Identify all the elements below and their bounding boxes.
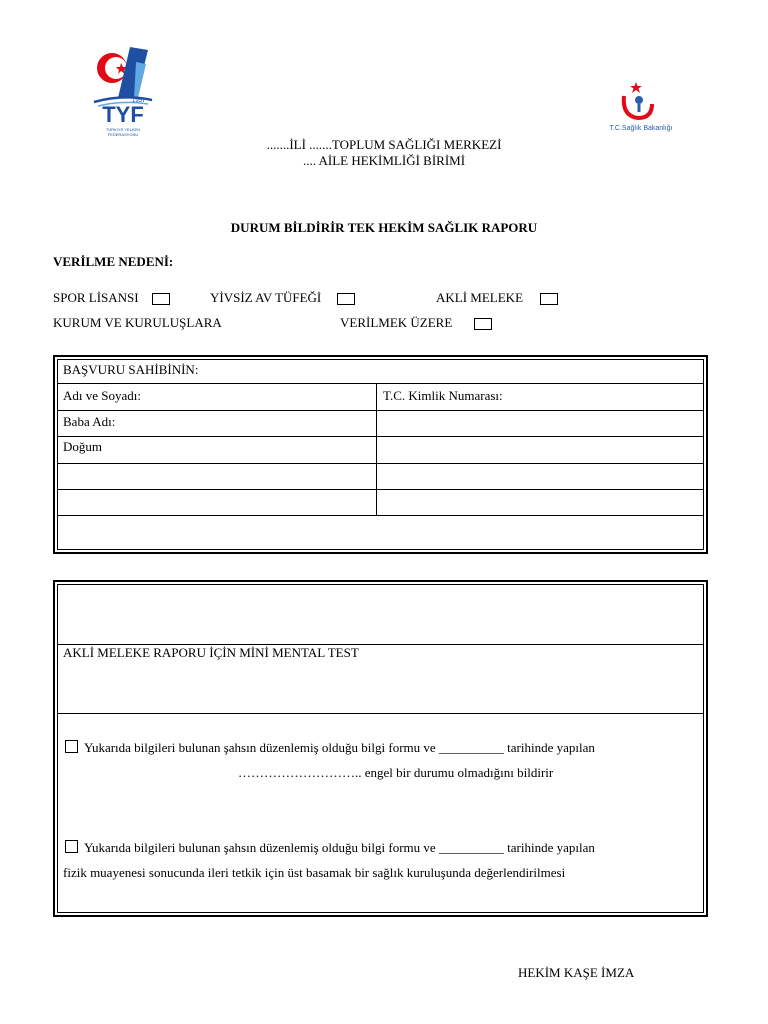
- reason-label: VERİLME NEDENİ:: [53, 254, 174, 269]
- applicant-table: [53, 355, 708, 554]
- statement-2: [65, 840, 595, 856]
- ministry-name: T.C.Sağlık Bakanlığı: [609, 125, 673, 132]
- statement-2-line-b: fizik muayenesi sonucunda ileri tetkik için üst basamak bir sağlık kuruluşunda değerlendirilmesi: [63, 865, 566, 880]
- option-akli: [436, 290, 558, 306]
- header-line-2: .... AİLE HEKİMLİĞİ BİRİMİ: [302, 153, 466, 168]
- option-spor: [53, 290, 170, 306]
- tyf-subtext-2: FEDERASYONU: [107, 132, 139, 137]
- name-label: Adı ve Soyadı:: [63, 388, 141, 403]
- option-yivsiz-label: YİVSİZ AV TÜFEĞİ: [210, 290, 322, 305]
- applicant-heading: BAŞVURU SAHİBİNİN:: [63, 362, 199, 377]
- father-label: Baba Adı:: [63, 414, 116, 429]
- mental-test-label: AKLİ MELEKE RAPORU İÇİN MİNİ MENTAL TEST: [63, 645, 359, 660]
- statement-1-line-b: ……………………….. engel bir durumu olmadığını bildirir: [238, 765, 554, 780]
- option-verilmek-label: VERİLMEK ÜZERE: [340, 315, 453, 330]
- statement-1-line-a: Yukarıda bilgileri bulunan şahsın düzenlemiş olduğu bilgi formu ve __________ tarihinde yapılan: [84, 740, 595, 755]
- birth-field[interactable]: [155, 438, 370, 460]
- tyf-year: 1957: [132, 98, 146, 104]
- checkbox-akli[interactable]: [540, 293, 558, 305]
- birth-label: Doğum: [63, 439, 102, 454]
- tc-label: T.C. Kimlik Numarası:: [383, 388, 503, 403]
- option-verilmek: [340, 315, 492, 331]
- tyf-wordmark: TYF: [102, 102, 144, 127]
- option-akli-label: AKLİ MELEKE: [436, 290, 524, 305]
- ministry-logo: [606, 80, 676, 136]
- checkbox-verilmek[interactable]: [474, 318, 492, 330]
- page-title: DURUM BİLDİRİR TEK HEKİM SAĞLIK RAPORU: [230, 220, 538, 235]
- father-field[interactable]: [155, 412, 370, 434]
- name-field[interactable]: [215, 385, 370, 407]
- statement-2-checkbox[interactable]: [65, 840, 78, 853]
- option-kurum-label: KURUM VE KURULUŞLARA: [53, 315, 222, 330]
- assessment-table: [53, 580, 708, 917]
- tyf-subtext-1: TÜRKİYE YELKEN: [105, 127, 141, 132]
- tc-field[interactable]: [555, 385, 703, 407]
- checkbox-yivsiz[interactable]: [337, 293, 355, 305]
- statement-1: [65, 740, 595, 756]
- ministry-emblem-icon: [606, 80, 676, 122]
- tyf-logo: [88, 42, 158, 138]
- signature-label: HEKİM KAŞE İMZA: [518, 965, 635, 980]
- option-yivsiz: [210, 290, 355, 306]
- statement-2-line-a: Yukarıda bilgileri bulunan şahsın düzenlemiş olduğu bilgi formu ve __________ tarihinde yapılan: [84, 840, 595, 855]
- header-line-1: .......İLİ .......TOPLUM SAĞLIĞI MERKEZİ: [266, 137, 502, 152]
- statement-1-checkbox[interactable]: [65, 740, 78, 753]
- checkbox-spor[interactable]: [152, 293, 170, 305]
- option-spor-label: SPOR LİSANSI: [53, 290, 139, 305]
